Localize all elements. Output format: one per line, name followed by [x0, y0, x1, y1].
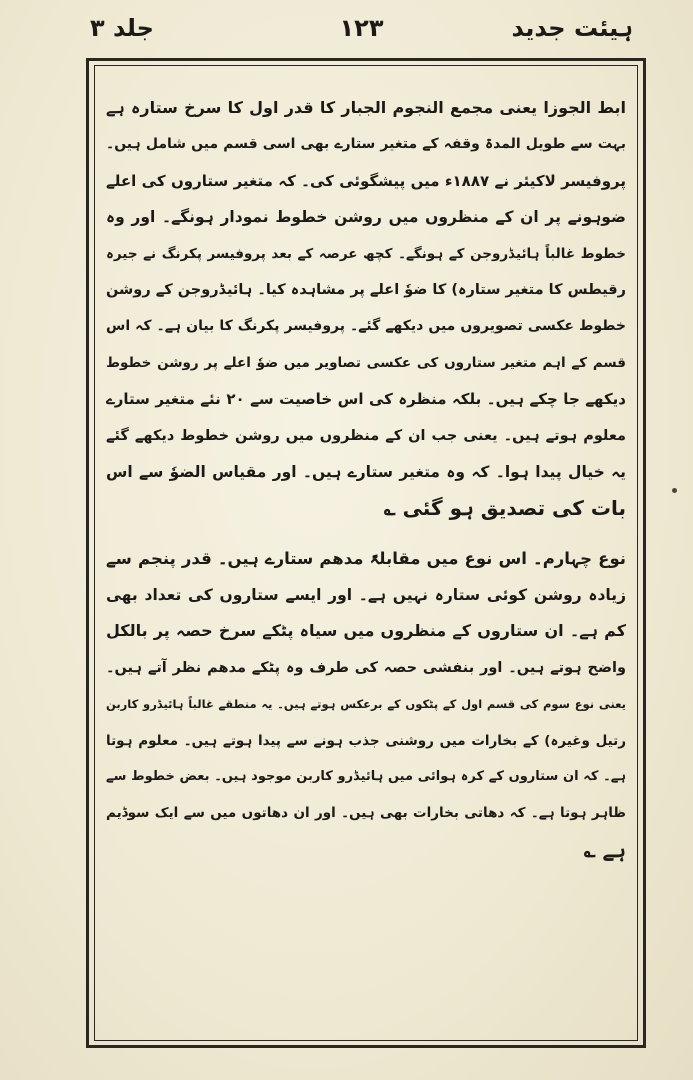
text-line: رقیطس کا متغیر ستارہ) کا ضوٗ اعلے پر مشاہدہ کیا۔ ہائیڈروجن کے روشن: [106, 281, 626, 298]
text-line: یعنی نوع سوم کی قسم اول کے پٹکوں کے برعکس ہوتے ہیں۔ یہ منطقے غالباً ہائیڈرو کاربن: [106, 697, 626, 712]
running-head-title: ہیئت جدید: [511, 14, 633, 42]
text-line: یہ خیال پیدا ہوا۔ کہ وہ متغیر ستارے ہیں۔ اور مقیاس الضوٗ سے اس: [106, 462, 626, 481]
running-head: [90, 14, 633, 54]
paper-speck: [672, 488, 677, 493]
text-line: پروفیسر لاکیئر نے ۱۸۸۷ء میں پیشگوئی کی۔ کہ متغیر ستاروں کی اعلے: [106, 171, 626, 190]
text-line: معلوم ہوتے ہیں۔ یعنی جب ان کے منظروں میں روشن خطوط دیکھے گئے: [106, 427, 626, 444]
page-number: ۱۲۳: [339, 14, 384, 42]
body-text: [106, 90, 626, 868]
text-line: واضح ہوتے ہیں۔ اور بنفشی حصہ کی طرف وہ پٹکے مدھم نظر آتے ہیں۔: [106, 659, 626, 676]
text-line: دیکھے جا چکے ہیں۔ بلکہ منظرہ کی اس خاصیت سے ۲۰ نئے متغیر ستارے: [106, 390, 626, 409]
text-line: ہے ؎: [583, 837, 626, 862]
text-line: زیادہ روشن کوئی ستارہ نہیں ہے۔ اور ایسے ستاروں کی تعداد بھی: [106, 586, 626, 605]
volume-label: جلد ۳: [90, 14, 154, 42]
text-line: ظاہر ہوتا ہے۔ کہ دھاتی بخارات بھی ہیں۔ اور ان دھاتوں میں سے ایک سوڈیم: [106, 805, 626, 822]
text-line: ضوہونے پر ان کے منظروں میں روشن خطوط نمودار ہونگے۔ اور وہ: [106, 208, 626, 227]
text-line: ہے۔ کہ ان ستاروں کے کرہ ہوائی میں ہائیڈرو کاربن موجود ہیں۔ بعض خطوط سے: [106, 769, 626, 785]
text-line: بات کی تصدیق ہو گئی ؎: [383, 496, 626, 521]
text-line: قسم کے اہم متغیر ستاروں کی عکسی تصاویر میں ضوٗ اعلے پر روشن خطوط: [106, 354, 626, 371]
text-line: کم ہے۔ ان ستاروں کے منظروں میں سیاہ پٹکے سرخ حصہ پر بالکل: [106, 621, 626, 641]
text-line: خطوط غالباً ہائیڈروجن کے ہونگے۔ کچھ عرصہ کے بعد پروفیسر پکرنگ نے جیرہ: [106, 245, 626, 262]
text-line: رتیل وغیرہ) کے بخارات میں روشنی جذب ہونے سے پیدا ہوتے ہیں۔ معلوم ہوتا: [106, 732, 626, 749]
text-line: خطوط عکسی تصویروں میں دیکھے گئے۔ پروفیسر پکرنگ کا بیان ہے۔ کہ اس: [106, 318, 626, 335]
paragraph-start-line: نوع چہارم۔ اس نوع میں مقابلۃً مدھم ستارے ہیں۔ قدر پنجم سے: [106, 548, 626, 568]
text-line: ابط الجوزا یعنی مجمع النجوم الجبار کا قدر اول کا سرخ ستارہ ہے: [106, 98, 626, 117]
text-line: بہت سے طویل المدۃ وقفہ کے متغیر ستارے بھی اسی قسم میں شامل ہیں۔: [106, 136, 626, 153]
